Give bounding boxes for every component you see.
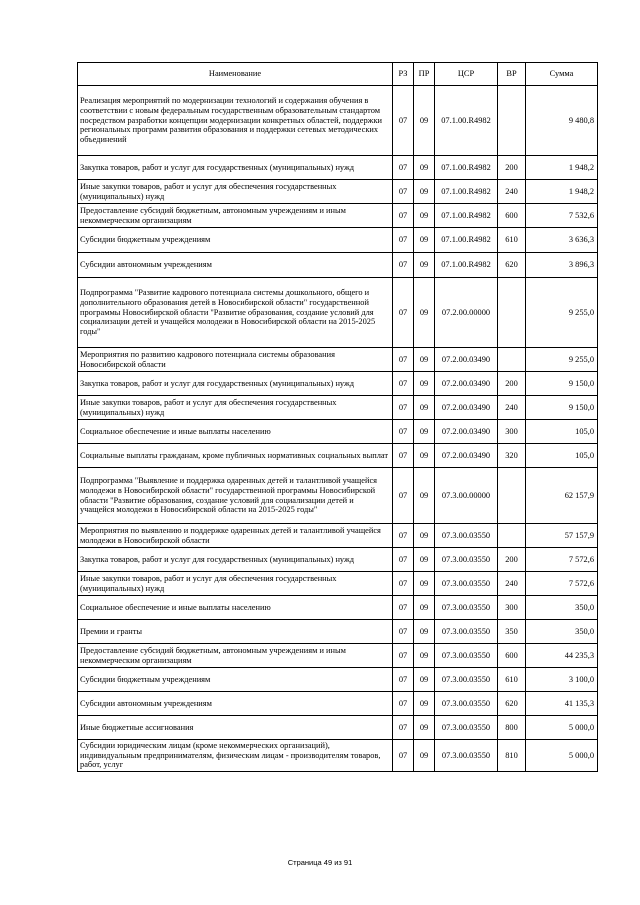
- row-sum: 7 572,6: [526, 572, 598, 596]
- row-vr: 240: [498, 180, 526, 204]
- row-pr: 09: [414, 372, 435, 396]
- row-name: Закупка товаров, работ и услуг для государственных (муниципальных) нужд: [78, 156, 393, 180]
- row-csr: 07.3.00.03550: [435, 644, 498, 668]
- row-pr: 09: [414, 548, 435, 572]
- row-pr: 09: [414, 740, 435, 772]
- row-pr: 09: [414, 692, 435, 716]
- row-vr: 610: [498, 228, 526, 253]
- header-name: Наименование: [78, 63, 393, 86]
- row-csr: 07.3.00.03550: [435, 740, 498, 772]
- row-csr: 07.2.00.03490: [435, 372, 498, 396]
- row-rz: 07: [393, 348, 414, 372]
- row-rz: 07: [393, 740, 414, 772]
- row-pr: 09: [414, 420, 435, 444]
- row-csr: 07.1.00.R4982: [435, 253, 498, 278]
- row-vr: 300: [498, 596, 526, 620]
- row-sum: 5 000,0: [526, 740, 598, 772]
- row-vr: [498, 86, 526, 156]
- row-rz: 07: [393, 228, 414, 253]
- row-pr: 09: [414, 572, 435, 596]
- row-sum: 3 100,0: [526, 668, 598, 692]
- row-sum: 9 150,0: [526, 396, 598, 420]
- row-vr: 300: [498, 420, 526, 444]
- table-row: [78, 348, 598, 372]
- row-sum: 350,0: [526, 620, 598, 644]
- row-rz: 07: [393, 716, 414, 740]
- row-pr: 09: [414, 228, 435, 253]
- row-name: Закупка товаров, работ и услуг для государственных (муниципальных) нужд: [78, 372, 393, 396]
- row-sum: 1 948,2: [526, 156, 598, 180]
- row-rz: 07: [393, 396, 414, 420]
- row-csr: 07.3.00.03550: [435, 692, 498, 716]
- row-pr: 09: [414, 278, 435, 348]
- row-name: Иные закупки товаров, работ и услуг для обеспечения государственных (муниципальных) нужд: [78, 180, 393, 204]
- table-row: [78, 278, 598, 348]
- row-csr: 07.3.00.03550: [435, 668, 498, 692]
- row-rz: 07: [393, 444, 414, 468]
- row-vr: [498, 468, 526, 524]
- row-sum: 9 480,8: [526, 86, 598, 156]
- row-rz: 07: [393, 620, 414, 644]
- row-pr: 09: [414, 396, 435, 420]
- row-sum: 9 255,0: [526, 278, 598, 348]
- row-name: Субсидии бюджетным учреждениям: [78, 228, 393, 253]
- table-row: [78, 228, 598, 253]
- row-vr: [498, 348, 526, 372]
- table-row: [78, 444, 598, 468]
- row-sum: 350,0: [526, 596, 598, 620]
- row-rz: 07: [393, 572, 414, 596]
- row-pr: 09: [414, 620, 435, 644]
- row-vr: 600: [498, 204, 526, 228]
- table-row: [78, 253, 598, 278]
- table-row: [78, 396, 598, 420]
- row-rz: 07: [393, 204, 414, 228]
- row-sum: 44 235,3: [526, 644, 598, 668]
- row-name: Подпрограмма "Развитие кадрового потенциала системы дошкольного, общего и дополнительного образования детей в Новосибирской области" государственной программы Новосибирской области "Развитие образования, создание условий для социализации детей и учащейся молодежи в Новосибирской области на 2015-2025 годы": [78, 278, 393, 348]
- row-rz: 07: [393, 596, 414, 620]
- row-csr: 07.1.00.R4982: [435, 156, 498, 180]
- row-rz: 07: [393, 644, 414, 668]
- table-row: [78, 716, 598, 740]
- table-row: [78, 180, 598, 204]
- row-rz: 07: [393, 278, 414, 348]
- row-vr: [498, 524, 526, 548]
- row-name: Иные бюджетные ассигнования: [78, 716, 393, 740]
- row-vr: 800: [498, 716, 526, 740]
- row-name: Субсидии автономным учреждениям: [78, 253, 393, 278]
- row-rz: 07: [393, 253, 414, 278]
- row-vr: 610: [498, 668, 526, 692]
- row-pr: 09: [414, 716, 435, 740]
- row-pr: 09: [414, 644, 435, 668]
- row-pr: 09: [414, 444, 435, 468]
- row-name: Субсидии автономным учреждениям: [78, 692, 393, 716]
- table-row: [78, 524, 598, 548]
- row-csr: 07.3.00.03550: [435, 596, 498, 620]
- header-pr: ПР: [414, 63, 435, 86]
- row-vr: 350: [498, 620, 526, 644]
- row-csr: 07.1.00.R4982: [435, 228, 498, 253]
- row-sum: 9 255,0: [526, 348, 598, 372]
- row-pr: 09: [414, 86, 435, 156]
- row-csr: 07.1.00.R4982: [435, 204, 498, 228]
- row-name: Иные закупки товаров, работ и услуг для обеспечения государственных (муниципальных) нужд: [78, 396, 393, 420]
- row-vr: 620: [498, 692, 526, 716]
- row-name: Закупка товаров, работ и услуг для государственных (муниципальных) нужд: [78, 548, 393, 572]
- row-csr: 07.2.00.03490: [435, 444, 498, 468]
- row-rz: 07: [393, 524, 414, 548]
- row-name: Иные закупки товаров, работ и услуг для обеспечения государственных (муниципальных) нужд: [78, 572, 393, 596]
- table-row: [78, 468, 598, 524]
- row-name: Мероприятия по развитию кадрового потенциала системы образования Новосибирской области: [78, 348, 393, 372]
- row-csr: 07.1.00.R4982: [435, 180, 498, 204]
- row-name: Реализация мероприятий по модернизации технологий и содержания обучения в соответствии с новым федеральным государственным образовательным стандартом посредством разработки концепции модернизации конкретных областей, поддержки региональных программ развития образования и поддержки сетевых методических объединений: [78, 86, 393, 156]
- row-rz: 07: [393, 180, 414, 204]
- row-csr: 07.3.00.03550: [435, 716, 498, 740]
- header-sum: Сумма: [526, 63, 598, 86]
- row-rz: 07: [393, 668, 414, 692]
- row-sum: 57 157,9: [526, 524, 598, 548]
- row-csr: 07.2.00.03490: [435, 420, 498, 444]
- row-sum: 1 948,2: [526, 180, 598, 204]
- row-vr: 240: [498, 572, 526, 596]
- row-pr: 09: [414, 668, 435, 692]
- row-rz: 07: [393, 372, 414, 396]
- row-rz: 07: [393, 548, 414, 572]
- table-row: [78, 692, 598, 716]
- table-row: [78, 596, 598, 620]
- row-pr: 09: [414, 253, 435, 278]
- row-sum: 105,0: [526, 444, 598, 468]
- row-sum: 3 636,3: [526, 228, 598, 253]
- header-rz: РЗ: [393, 63, 414, 86]
- row-rz: 07: [393, 420, 414, 444]
- row-pr: 09: [414, 348, 435, 372]
- row-csr: 07.1.00.R4982: [435, 86, 498, 156]
- row-vr: [498, 278, 526, 348]
- table-row: [78, 372, 598, 396]
- row-sum: 7 532,6: [526, 204, 598, 228]
- row-pr: 09: [414, 156, 435, 180]
- row-vr: 600: [498, 644, 526, 668]
- row-sum: 7 572,6: [526, 548, 598, 572]
- row-pr: 09: [414, 180, 435, 204]
- row-name: Предоставление субсидий бюджетным, автономным учреждениям и иным некоммерческим организациям: [78, 644, 393, 668]
- row-sum: 62 157,9: [526, 468, 598, 524]
- row-csr: 07.3.00.03550: [435, 572, 498, 596]
- table-header-row: [78, 63, 598, 86]
- table-row: [78, 86, 598, 156]
- table-row: [78, 572, 598, 596]
- page-number: Страница 49 из 91: [287, 858, 353, 867]
- row-name: Субсидии бюджетным учреждениям: [78, 668, 393, 692]
- row-sum: 105,0: [526, 420, 598, 444]
- row-name: Субсидии юридическим лицам (кроме некоммерческих организаций), индивидуальным предпринимателям, физическим лицам - производителям товаров, работ, услуг: [78, 740, 393, 772]
- row-csr: 07.3.00.03550: [435, 620, 498, 644]
- budget-table: [77, 62, 598, 772]
- row-vr: 200: [498, 156, 526, 180]
- row-sum: 3 896,3: [526, 253, 598, 278]
- row-csr: 07.2.00.03490: [435, 396, 498, 420]
- row-name: Социальные выплаты гражданам, кроме публичных нормативных социальных выплат: [78, 444, 393, 468]
- table-row: [78, 156, 598, 180]
- row-csr: 07.3.00.03550: [435, 548, 498, 572]
- table-row: [78, 204, 598, 228]
- row-pr: 09: [414, 524, 435, 548]
- row-sum: 5 000,0: [526, 716, 598, 740]
- row-sum: 41 135,3: [526, 692, 598, 716]
- row-pr: 09: [414, 204, 435, 228]
- table-body: [78, 86, 598, 772]
- row-vr: 620: [498, 253, 526, 278]
- row-vr: 320: [498, 444, 526, 468]
- row-csr: 07.3.00.00000: [435, 468, 498, 524]
- row-csr: 07.3.00.03550: [435, 524, 498, 548]
- row-pr: 09: [414, 596, 435, 620]
- row-name: Предоставление субсидий бюджетным, автономным учреждениям и иным некоммерческим организациям: [78, 204, 393, 228]
- table-row: [78, 644, 598, 668]
- row-name: Премии и гранты: [78, 620, 393, 644]
- row-name: Социальное обеспечение и иные выплаты населению: [78, 596, 393, 620]
- table-row: [78, 548, 598, 572]
- row-vr: 200: [498, 372, 526, 396]
- row-csr: 07.2.00.03490: [435, 348, 498, 372]
- row-rz: 07: [393, 86, 414, 156]
- row-rz: 07: [393, 156, 414, 180]
- table-row: [78, 668, 598, 692]
- table-row: [78, 740, 598, 772]
- row-vr: 240: [498, 396, 526, 420]
- header-csr: ЦСР: [435, 63, 498, 86]
- row-name: Социальное обеспечение и иные выплаты населению: [78, 420, 393, 444]
- row-rz: 07: [393, 692, 414, 716]
- row-csr: 07.2.00.00000: [435, 278, 498, 348]
- row-rz: 07: [393, 468, 414, 524]
- row-name: Подпрограмма "Выявление и поддержка одаренных детей и талантливой учащейся молодежи в Новосибирской области" государственной программы Новосибирской области "Развитие образования, создание условий для социализации детей и учащейся молодежи в Новосибирской области на 2015-2025 годы": [78, 468, 393, 524]
- row-sum: 9 150,0: [526, 372, 598, 396]
- table-row: [78, 420, 598, 444]
- table-row: [78, 620, 598, 644]
- row-name: Мероприятия по выявлению и поддержке одаренных детей и талантливой учащейся молодежи в Новосибирской области: [78, 524, 393, 548]
- row-pr: 09: [414, 468, 435, 524]
- row-vr: 200: [498, 548, 526, 572]
- header-vr: ВР: [498, 63, 526, 86]
- row-vr: 810: [498, 740, 526, 772]
